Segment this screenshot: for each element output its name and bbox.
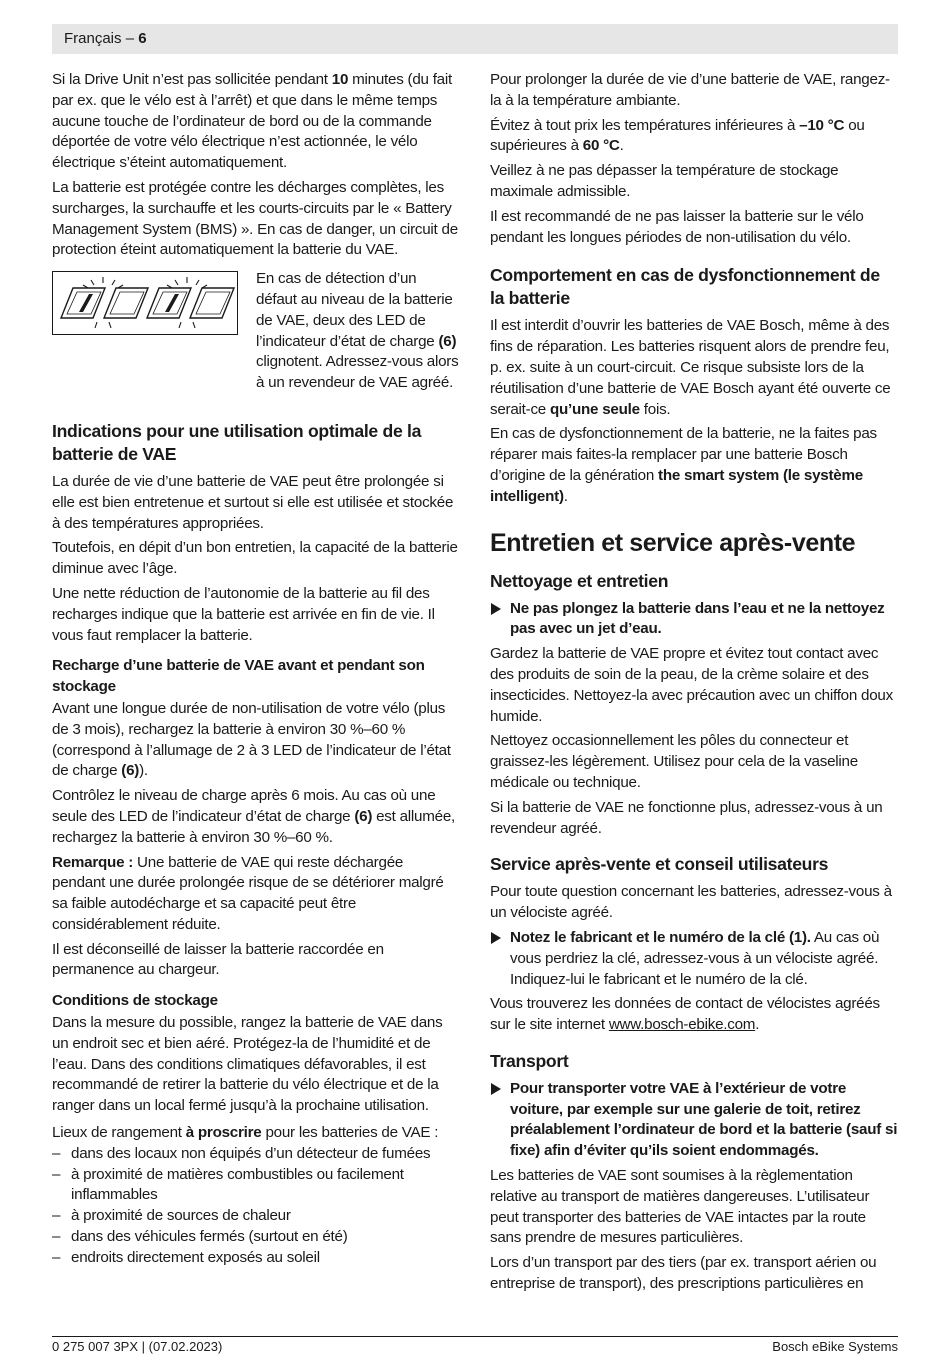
website-link[interactable]: www.bosch-ebike.com [608, 1016, 756, 1034]
paragraph-forbidden-places: Lieux de rangement à proscrire pour les batteries de VAE : [52, 1124, 439, 1142]
paragraph-check-level: Contrôlez le niveau de charge après 6 mois. Au cas où une seule des LED de l’indicateur d’état de charge (6) est allumée, rechargez la batterie à environ 30 %–60 %. [52, 787, 455, 846]
heading-storage: Conditions de stockage [52, 992, 218, 1010]
paragraph-lifetime: La durée de vie d’une batterie de VAE peut être prolongée si elle est bien entretenue et surtout si elle est utilisée et stockée à des températures appropriées. [52, 472, 454, 532]
led-fault-block [52, 269, 460, 394]
warning-no-water: Ne pas plongez la batterie dans l’eau et ne la nettoyez pas avec un jet d’eau. [490, 599, 898, 641]
right-column [490, 70, 898, 1299]
heading-transport: Transport [490, 1050, 569, 1071]
paragraph-charger: Il est déconseillé de laisser la batterie raccordée en permanence au chargeur. [52, 940, 384, 979]
blink-rays-icon [83, 277, 207, 328]
header-separator: – [125, 30, 135, 47]
left-column [52, 70, 460, 1269]
paragraph-remark: Remarque : Une batterie de VAE qui reste déchargée pendant une durée prolongée risque de se détériorer malgré sa faible autodécharge et sa capacité peut être considérablement réduite. [52, 853, 444, 933]
triangle-bullet-icon [491, 932, 501, 944]
list-item: – endroits directement exposés au soleil [52, 1248, 320, 1266]
paragraph-connector: Nettoyez occasionnellement les pôles du connecteur et graissez-les légèrement. Utilisez pour cela de la vaseline médicale ou technique. [490, 732, 858, 791]
led-indicator-illustration [52, 271, 238, 335]
paragraph-dangerous-goods: Les batteries de VAE sont soumises à la règlementation relative au transport de matières dangereuses. L’utilisateur peut transporter des batteries de VAE intactes par la route sans prendre de mesures particulières. [490, 1167, 870, 1247]
header-language: Français [64, 30, 122, 47]
blinking-leds-icon [53, 272, 237, 334]
paragraph-capacity: Toutefois, en dépit d’un bon entretien, la capacité de la batterie diminue avec l’âge. [52, 539, 458, 578]
paragraph-remove-battery: Il est recommandé de ne pas laisser la batterie sur le vélo pendant les longues périodes de non-utilisation du vélo. [490, 207, 864, 246]
paragraph-keep-clean: Gardez la batterie de VAE propre et évitez tout contact avec des produits de soin de la peau, de la crème solaire et des insecticides. Nettoyez-la avec précaution avec un chiffon doux humide. [490, 645, 893, 725]
list-item: – à proximité de matières combustibles ou facilement inflammables [52, 1165, 404, 1204]
footer-divider [52, 1336, 898, 1337]
paragraph-bms: La batterie est protégée contre les décharges complètes, les surcharges, la surchauffe et les courts-circuits par le « Battery Management System (BMS) ». En cas de danger, un circuit de protection éteint automatiquement la batterie du VAE. [52, 178, 458, 259]
triangle-bullet-icon [491, 1083, 501, 1095]
paragraph-recharge-level: Avant une longue durée de non-utilisation de votre vélo (plus de 3 mois), rechargez la batterie à environ 30 %–60 % (correspond à l’allumage de 2 à 3 LED de l’indicateur de l’état de charge (6)). [52, 699, 451, 780]
triangle-bullet-icon [491, 603, 501, 615]
list-item: – dans des locaux non équipés d’un détecteur de fumées [52, 1144, 431, 1162]
page-number: 6 [138, 30, 147, 47]
heading-malfunction: Comportement en cas de dysfonctionnement de la batterie [490, 265, 880, 309]
page-header [52, 24, 898, 54]
heading-optimal-use: Indications pour une utilisation optimale de la batterie de VAE [52, 420, 422, 464]
paragraph-questions: Pour toute question concernant les batteries, adressez-vous à un vélociste agréé. [490, 883, 892, 922]
heading-recharge: Recharge d’une batterie de VAE avant et pendant son stockage [52, 657, 425, 696]
paragraph-do-not-open: Il est interdit d’ouvrir les batteries de VAE Bosch, même à des fins de réparation. Les batteries risquent alors de prendre feu, p. ex. suite à un court-circuit. Ce risque subsiste lors de la réutilisation d’une batterie de VAE Bosch ayant été ouverte ce serait-ce qu’une seule fois. [490, 317, 891, 418]
forbidden-places-list [52, 1144, 460, 1269]
paragraph-room-temp: Pour prolonger la durée de vie d’une batterie de VAE, rangez-la à la température ambiante. [490, 71, 890, 109]
list-item: – dans des véhicules fermés (surtout en été) [52, 1228, 348, 1246]
paragraph-replace-original: En cas de dysfonctionnement de la batterie, ne la faites pas réparer mais faites-la remplacer par une batterie Bosch d’origine de la génération the smart system (le système intelligent). [490, 425, 877, 505]
paragraph-temp-limits: Évitez à tout prix les températures inférieures à –10 °C ou supérieures à 60 °C. [490, 116, 865, 155]
footer-document-number: 0 275 007 3PX | (07.02.2023) [52, 1339, 223, 1354]
heading-maintenance-service: Entretien et service après-vente [490, 528, 856, 557]
paragraph-replace: Une nette réduction de l’autonomie de la batterie au fil des recharges indique que la batterie est arrivée en fin de vie. Il vous faut remplacer la batterie. [52, 584, 435, 644]
heading-cleaning: Nettoyage et entretien [490, 570, 669, 591]
paragraph-third-party-transport: Lors d’un transport par des tiers (par ex. transport aérien ou entreprise de transport), des prescriptions particulières en [490, 1254, 877, 1293]
paragraph-max-temp: Veillez à ne pas dépasser la température de stockage maximale admissible. [490, 162, 839, 200]
warning-transport: Pour transporter votre VAE à l’extérieur de votre voiture, par exemple sur une galerie de toit, retirez préalablement l’ordinateur de bord et la batterie (sauf si fixe) afin d’éviter qu’ils soient endommagés. [490, 1079, 898, 1162]
footer-brand: Bosch eBike Systems [772, 1339, 898, 1354]
led-fault-text: En cas de détection d’un défaut au niveau de la batterie de VAE, deux des LED de l’indicateur d’état de charge (6) clignotent. Adressez-vous alors à un revendeur de VAE agréé. [256, 270, 459, 392]
paragraph-storage: Dans la mesure du possible, rangez la batterie de VAE dans un endroit sec et bien aéré. Protégez-la de l’humidité et de l’eau. Dans des conditions climatiques défavorables, il est recommandé de retirer la batterie du vélo électrique et de la ranger dans un local fermé jusqu’à la prochaine utilisation. [52, 1014, 443, 1115]
note-key-number: Notez le fabricant et le numéro de la clé (1). Au cas où vous perdriez la clé, adressez-vous à un vélociste agréé. Indiquez-lui le fabricant et le numéro de la clé. [490, 928, 898, 990]
list-item: – à proximité de sources de chaleur [52, 1207, 291, 1225]
heading-after-sales: Service après-vente et conseil utilisateurs [490, 854, 829, 875]
paragraph-not-working: Si la batterie de VAE ne fonctionne plus, adressez-vous à un revendeur agréé. [490, 798, 883, 837]
header-text [64, 30, 147, 47]
paragraph-contact-website: Vous trouverez les données de contact de vélocistes agréés sur le site internet www.bosch-ebike.com. [490, 995, 880, 1034]
paragraph-auto-off: Si la Drive Unit n’est pas sollicitée pendant 10 minutes (du fait par ex. que le vélo est à l’arrêt) et que dans le même temps aucune touche de l’ordinateur de bord ou de la commande déportée de votre vélo électrique n’est actionnée, le vélo électrique s’éteint automatiquement. [52, 71, 452, 172]
